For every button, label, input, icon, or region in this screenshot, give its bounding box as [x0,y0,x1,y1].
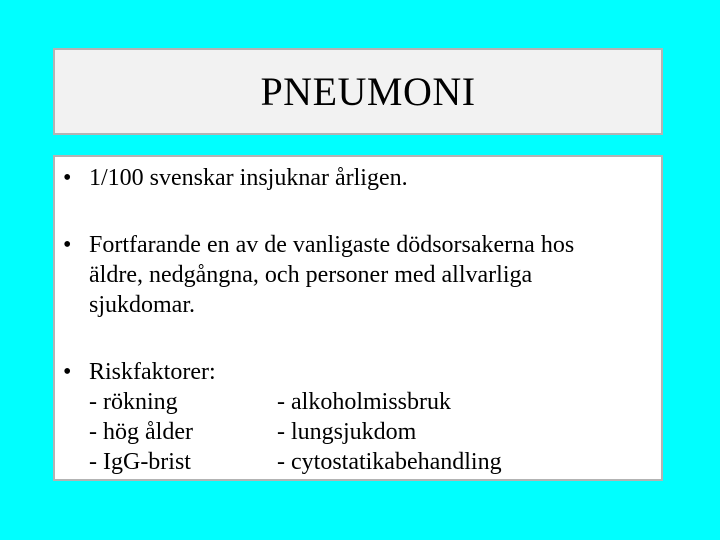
risk-right-item: - alkoholmissbruk [277,389,451,415]
bullet-line: 1/100 svenskar insjuknar årligen. [89,165,408,191]
bullet-text [89,230,574,320]
bullet-text [89,357,216,387]
bullet-line: Fortfarande en av de vanligaste dödsorsakerna hos [89,232,575,258]
bullet-marker: • [63,232,72,258]
risk-row [89,447,502,477]
risk-row [89,417,417,447]
risk-left-item: - IgG-brist [89,449,191,475]
bullet-line: äldre, nedgångna, och personer med allvarliga [89,262,533,288]
risk-row [89,387,451,417]
bullet-marker: • [63,359,72,385]
risk-heading: Riskfaktorer: [89,359,216,385]
risk-right-item: - cytostatikabehandling [277,449,502,475]
content-box [53,155,663,481]
slide-title: PNEUMONI [260,68,476,114]
title-box [53,48,663,135]
bullet-line: sjukdomar. [89,292,195,318]
risk-right-item: - lungsjukdom [277,419,417,445]
bullet-text [89,163,408,193]
bullet-marker: • [63,165,72,191]
risk-left-item: - hög ålder [89,419,193,445]
risk-left-item: - rökning [89,389,178,415]
